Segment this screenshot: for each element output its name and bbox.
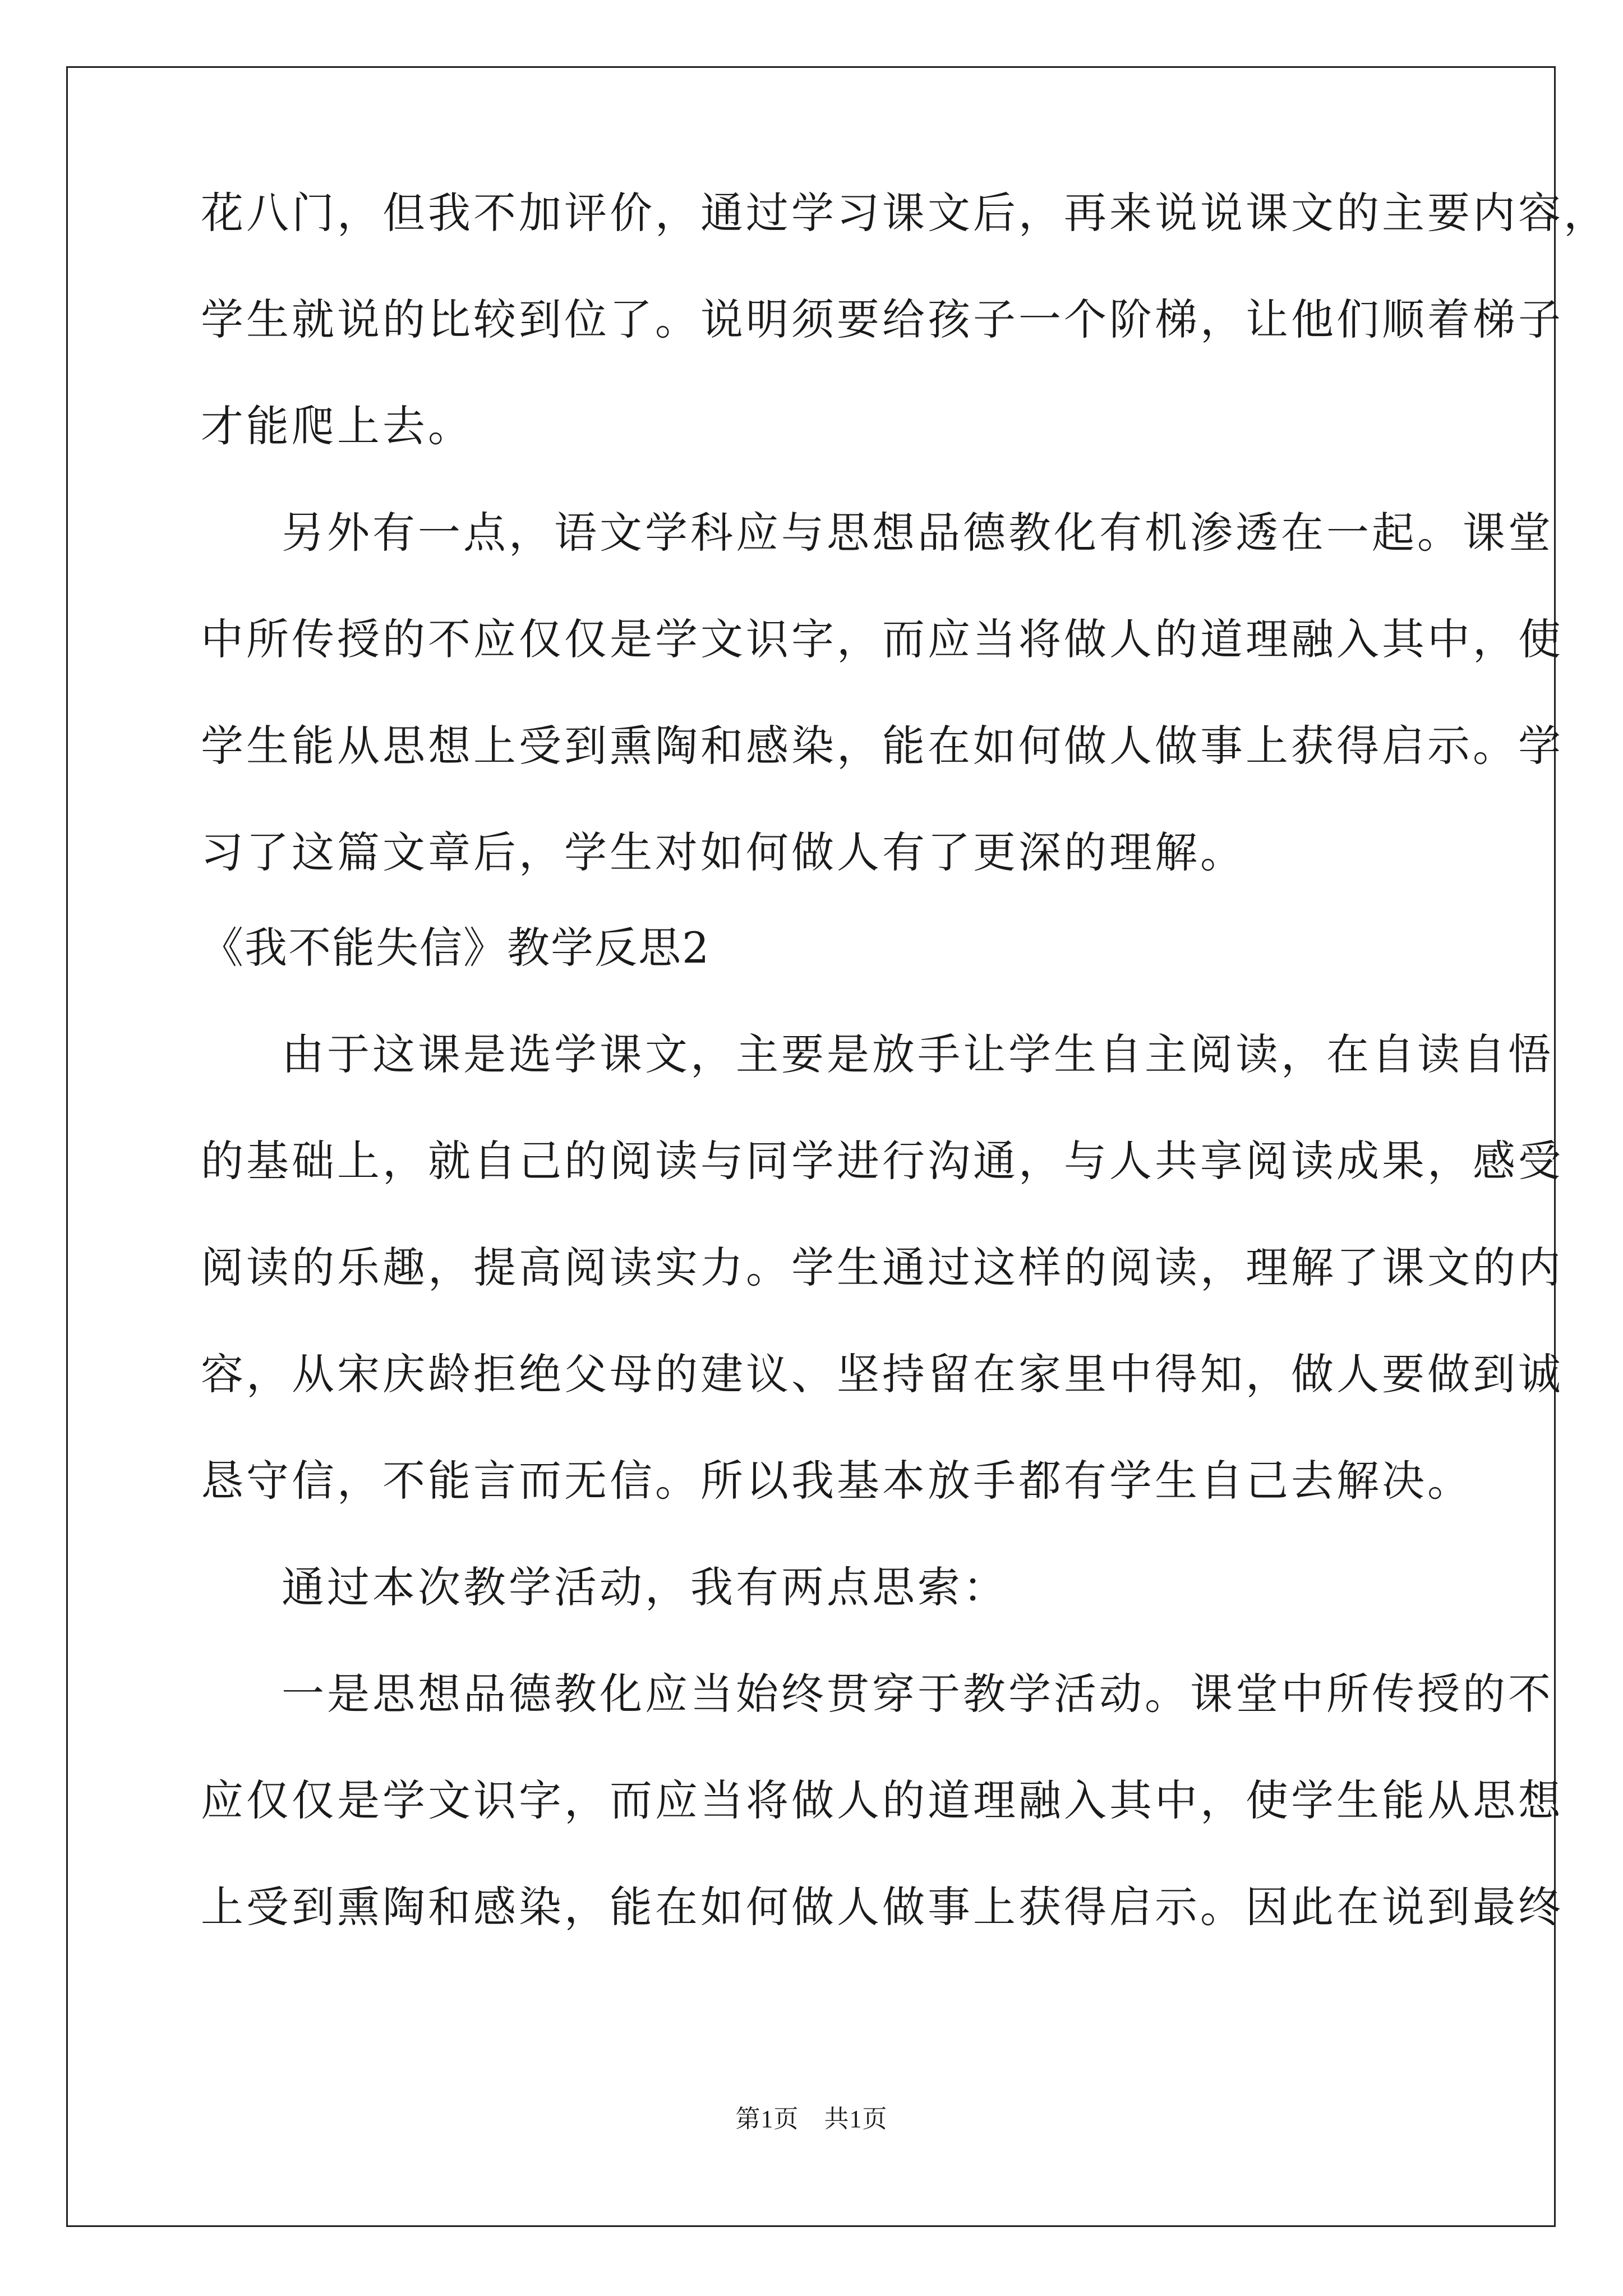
text-line: 花八门，但我不加评价，通过学习课文后，再来说说课文的主要内容， — [201, 188, 1609, 238]
text-line: 阅读的乐趣，提高阅读实力。学生通过这样的阅读，理解了课文的内 — [201, 1243, 1564, 1292]
text-line: 恳守信，不能言而无信。所以我基本放手都有学生自己去解决。 — [201, 1456, 1473, 1506]
paragraph-start-line: 通过本次教学活动，我有两点思索： — [282, 1562, 1008, 1612]
text-line: 才能爬上去。 — [201, 401, 473, 451]
text-line: 学生就说的比较到位了。说明须要给孩子一个阶梯，让他们顺着梯子 — [201, 295, 1564, 344]
paragraph-start-line: 由于这课是选学课文，主要是放手让学生自主阅读，在自读自悟 — [282, 1029, 1553, 1079]
paragraph-start-line: 另外有一点，语文学科应与思想品德教化有机渗透在一起。课堂 — [282, 508, 1553, 558]
text-line: 学生能从思想上受到熏陶和感染，能在如何做人做事上获得启示。学 — [201, 721, 1564, 771]
text-line: 容，从宋庆龄拒绝父母的建议、坚持留在家里中得知，做人要做到诚 — [201, 1349, 1564, 1399]
text-line: 习了这篇文章后，学生对如何做人有了更深的理解。 — [201, 827, 1246, 877]
text-line: 应仅仅是学文识字，而应当将做人的道理融入其中，使学生能从思想 — [201, 1775, 1564, 1825]
text-line: 上受到熏陶和感染，能在如何做人做事上获得启示。因此在说到最终 — [201, 1882, 1564, 1932]
paragraph-start-line: 一是思想品德教化应当始终贯穿于教学活动。课堂中所传授的不 — [282, 1669, 1553, 1719]
page-number-footer: 第1页 共1页 — [735, 2105, 888, 2133]
text-line: 中所传授的不应仅仅是学文识字，而应当将做人的道理融入其中，使 — [201, 614, 1564, 664]
text-line: 的基础上，就自己的阅读与同学进行沟通，与人共享阅读成果，感受 — [201, 1136, 1564, 1186]
section-heading: 《我不能失信》教学反思2 — [201, 923, 711, 973]
